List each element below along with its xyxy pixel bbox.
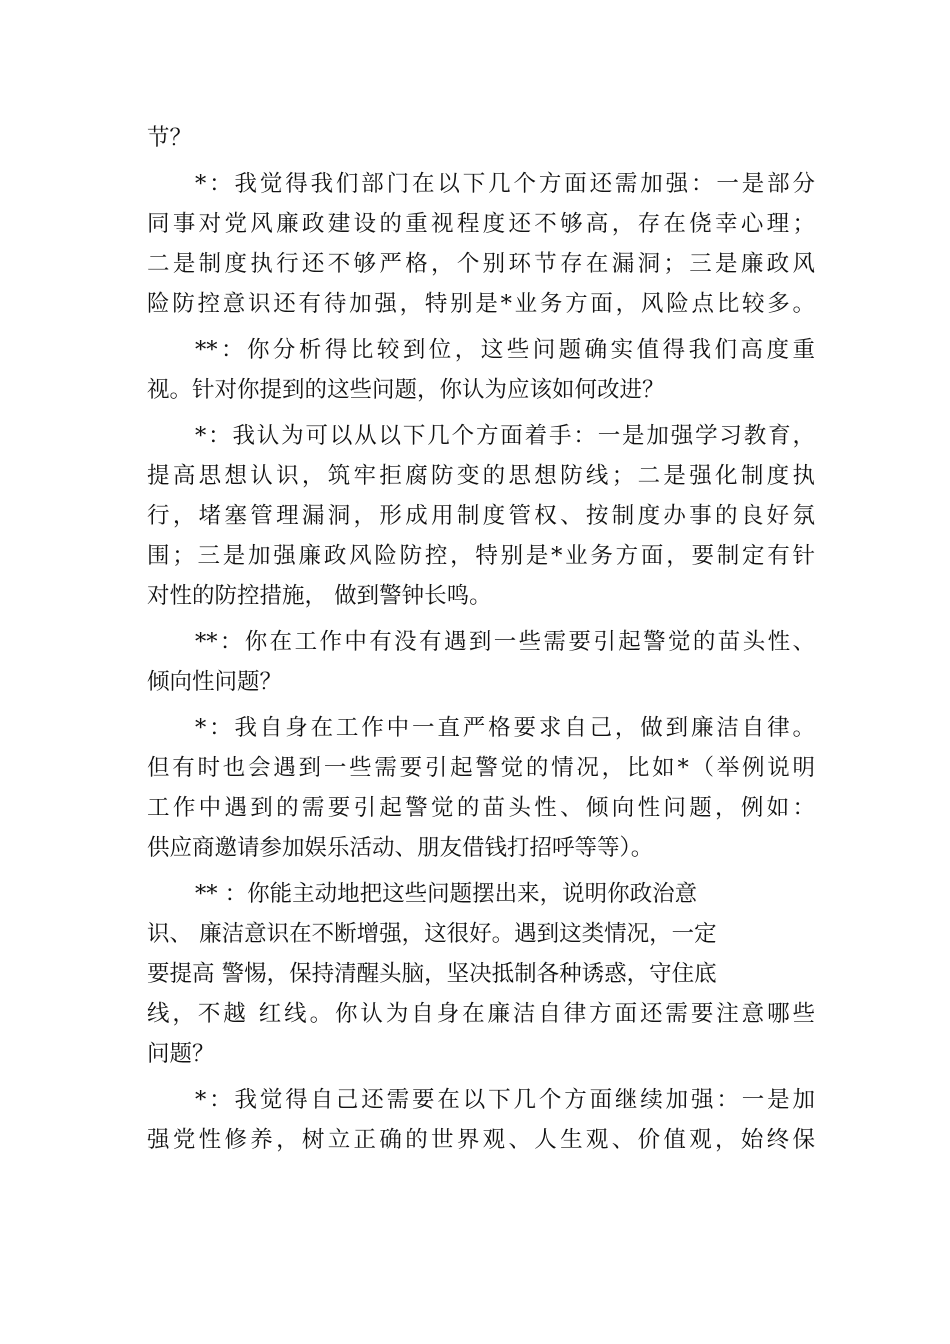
document-body xyxy=(147,118,815,1160)
text-line: 问题？ xyxy=(147,1041,215,1067)
text-line: 围；三是加强廉政风险防控，特别是*业务方面，要制定有针 xyxy=(147,543,815,569)
text-line: ** ：你能主动地把这些问题摆出来，说明你政治意 xyxy=(195,881,698,907)
text-line: 强党性修养，树立正确的世界观、人生观、价值观，始终保 xyxy=(147,1127,815,1153)
text-line: 节？ xyxy=(147,125,193,151)
text-line: 识、 廉洁意识在不断增强，这很好。遇到这类情况，一定 xyxy=(147,921,717,947)
text-line: *：我自身在工作中一直严格要求自己，做到廉洁自律。 xyxy=(195,715,815,741)
text-line: 倾向性问题？ xyxy=(147,669,283,695)
text-line: *：我认为可以从以下几个方面着手：一是加强学习教育， xyxy=(195,423,815,449)
text-line: 险防控意识还有待加强，特别是*业务方面，风险点比较多。 xyxy=(147,291,815,317)
text-line: **：你分析得比较到位，这些问题确实值得我们高度重 xyxy=(195,337,815,363)
text-line: 提高思想认识，筑牢拒腐防变的思想防线；二是强化制度执 xyxy=(147,463,815,489)
text-line: **：你在工作中有没有遇到一些需要引起警觉的苗头性、 xyxy=(195,629,815,655)
text-line: 要提高 警惕，保持清醒头脑，坚决抵制各种诱惑，守住底 xyxy=(147,961,717,987)
text-line: 二是制度执行还不够严格，个别环节存在漏洞；三是廉政风 xyxy=(147,251,815,277)
text-line: *：我觉得自己还需要在以下几个方面继续加强：一是加 xyxy=(195,1087,815,1113)
text-line: 同事对党风廉政建设的重视程度还不够高，存在侥幸心理； xyxy=(147,211,815,237)
text-line: 对性的防控措施， 做到警钟长鸣。 xyxy=(147,583,492,609)
text-line: 供应商邀请参加娱乐活动、朋友借钱打招呼等等）。 xyxy=(147,835,654,861)
text-line: 工作中遇到的需要引起警觉的苗头性、倾向性问题，例如： xyxy=(147,795,815,821)
text-line: 视。针对你提到的这些问题，你认为应该如何改进？ xyxy=(147,377,665,403)
text-line: 行，堵塞管理漏洞，形成用制度管权、按制度办事的良好氛 xyxy=(147,503,815,529)
text-line: *：我觉得我们部门在以下几个方面还需加强：一是部分 xyxy=(195,171,815,197)
text-line: 线，不越 红线。你认为自身在廉洁自律方面还需要注意哪些 xyxy=(147,1001,815,1027)
text-line: 但有时也会遇到一些需要引起警觉的情况，比如*（举例说明 xyxy=(147,755,815,781)
